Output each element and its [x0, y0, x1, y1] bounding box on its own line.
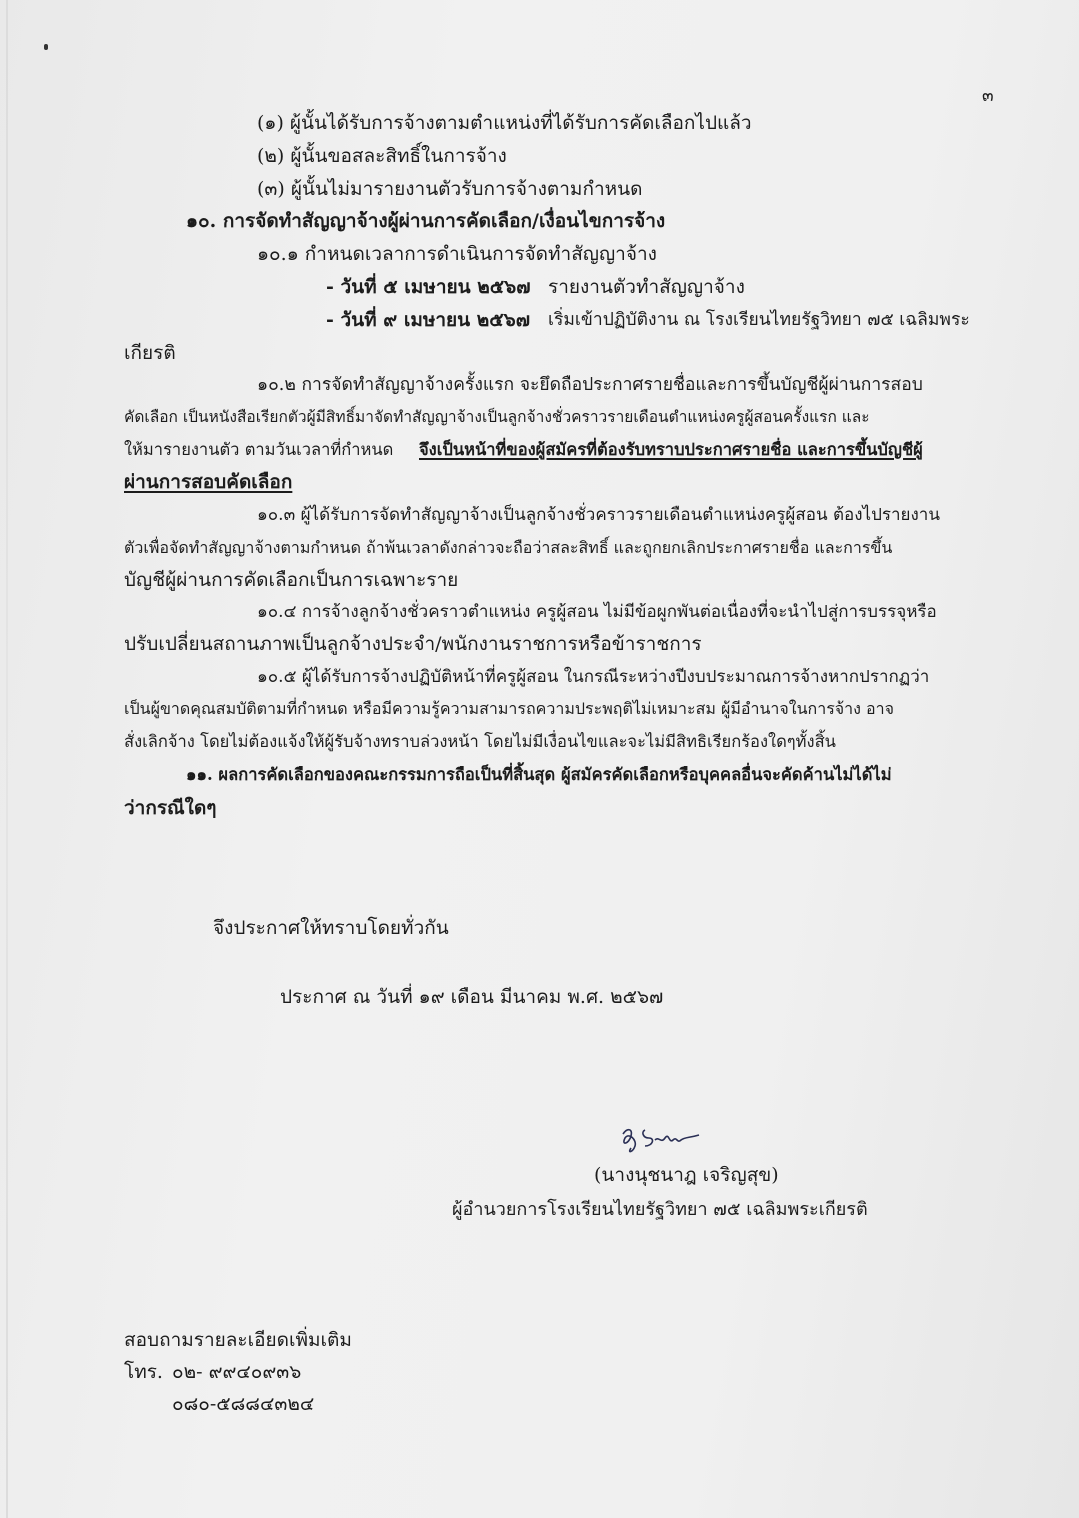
- signer-title: ผู้อำนวยการโรงเรียนไทยรัฐวิทยา ๗๕ เฉลิมพระเกียรติ: [452, 1199, 868, 1220]
- section-10-heading: ๑๐. การจัดทำสัญญาจ้างผู้ผ่านการคัดเลือก/เงื่อนไขการจ้าง: [186, 210, 666, 232]
- contact-tel-label: โทร.: [124, 1361, 163, 1383]
- section-10-4-line-1: ๑๐.๔ การจ้างลูกจ้างชั่วคราวตำแหน่ง ครูผู้สอน ไม่มีข้อผูกพันต่อเนื่องที่จะนำไปสู่การบรรจุหรือ: [257, 602, 937, 622]
- section-10-4-line-2: ปรับเปลี่ยนสถานภาพเป็นลูกจ้างประจำ/พนักงานราชการหรือข้าราชการ: [124, 633, 702, 655]
- section-10-2-line-3a: ให้มารายงานตัว ตามวันเวลาที่กำหนด: [124, 440, 394, 459]
- announce-date: ประกาศ ณ วันที่ ๑๙ เดือน มีนาคม พ.ศ. ๒๕๖๗: [280, 986, 664, 1008]
- section-10-1-title: ๑๐.๑ กำหนดเวลาการดำเนินการจัดทำสัญญาจ้าง: [257, 243, 657, 265]
- condition-item-1: (๑) ผู้นั้นได้รับการจ้างตามตำแหน่งที่ได้รับการคัดเลือกไปแล้ว: [257, 112, 752, 134]
- section-10-2-line-3b: จึงเป็นหน้าที่ของผู้สมัครที่ต้องรับทราบประกาศรายชื่อ และการขึ้นบัญชีผู้: [419, 440, 923, 459]
- announce-closing: จึงประกาศให้ทราบโดยทั่วกัน: [213, 917, 449, 939]
- signature-mark: [615, 1120, 705, 1158]
- contact-tel-1: ๐๒- ๙๙๔๐๙๓๖: [172, 1361, 302, 1383]
- section-10-5-line-2: เป็นผู้ขาดคุณสมบัติตามที่กำหนด หรือมีความรู้ความสามารถความประพฤติไม่เหมาะสม ผู้มีอำนาจในการจ้าง อาจ: [124, 699, 895, 718]
- section-10-2-line-2: คัดเลือก เป็นหนังสือเรียกตัวผู้มีสิทธิ์มาจัดทำสัญญาจ้างเป็นลูกจ้างชั่วคราวรายเดือนตำแหน่งครูผู้สอนครั้งแรก และ: [124, 408, 870, 426]
- section-10-5-line-3: สั่งเลิกจ้าง โดยไม่ต้องแจ้งให้ผู้รับจ้างทราบล่วงหน้า โดยไม่มีเงื่อนไขและจะไม่มีสิทธิเรียกร้องใดๆทั้งสิ้น: [124, 732, 836, 751]
- section-11-line-2: ว่ากรณีใดๆ: [124, 797, 217, 819]
- schedule-text-2-cont: เกียรติ: [124, 342, 176, 364]
- schedule-text-2: เริ่มเข้าปฏิบัติงาน ณ โรงเรียนไทยรัฐวิทยา ๗๕ เฉลิมพระ: [548, 310, 970, 330]
- paper-speck: [44, 44, 48, 50]
- contact-tel-2: ๐๘๐-๕๘๘๔๓๒๔: [172, 1393, 315, 1415]
- section-10-2-line-1: ๑๐.๒ การจัดทำสัญญาจ้างครั้งแรก จะยึดถือประกาศรายชื่อและการขึ้นบัญชีผู้ผ่านการสอบ: [257, 375, 923, 395]
- condition-item-3: (๓) ผู้นั้นไม่มารายงานตัวรับการจ้างตามกำหนด: [257, 178, 643, 200]
- schedule-text-1: รายงานตัวทำสัญญาจ้าง: [548, 276, 745, 298]
- section-10-2-line-4: ผ่านการสอบคัดเลือก: [124, 471, 293, 493]
- section-10-3-line-1: ๑๐.๓ ผู้ได้รับการจัดทำสัญญาจ้างเป็นลูกจ้างชั่วคราวรายเดือนตำแหน่งครูผู้สอน ต้องไปรายงาน: [257, 505, 940, 525]
- page-number: ๓: [982, 86, 994, 106]
- paper-fold-shadow: [6, 0, 8, 1518]
- contact-heading: สอบถามรายละเอียดเพิ่มเติม: [124, 1329, 352, 1351]
- signer-name: (นางนุชนาฎ เจริญสุข): [594, 1164, 779, 1186]
- schedule-date-1: - วันที่ ๕ เมษายน ๒๕๖๗: [326, 276, 531, 298]
- schedule-date-2: - วันที่ ๙ เมษายน ๒๕๖๗: [326, 309, 531, 331]
- section-10-5-line-1: ๑๐.๕ ผู้ได้รับการจ้างปฏิบัติหน้าที่ครูผู้สอน ในกรณีระหว่างปีงบประมาณการจ้างหากปรากฏว่า: [257, 667, 930, 687]
- section-11-line-1: ๑๑. ผลการคัดเลือกของคณะกรรมการถือเป็นที่สิ้นสุด ผู้สมัครคัดเลือกหรือบุคคลอื่นจะคัดค้านไม่ได้ไม่: [186, 765, 892, 784]
- section-10-3-line-3: บัญชีผู้ผ่านการคัดเลือกเป็นการเฉพาะราย: [124, 569, 459, 591]
- section-10-3-line-2: ตัวเพื่อจัดทำสัญญาจ้างตามกำหนด ถ้าพ้นเวลาดังกล่าวจะถือว่าสละสิทธิ์ และถูกยกเลิกประกาศรายชื่อ และการขึ้น: [124, 538, 893, 557]
- condition-item-2: (๒) ผู้นั้นขอสละสิทธิ์ในการจ้าง: [257, 145, 507, 167]
